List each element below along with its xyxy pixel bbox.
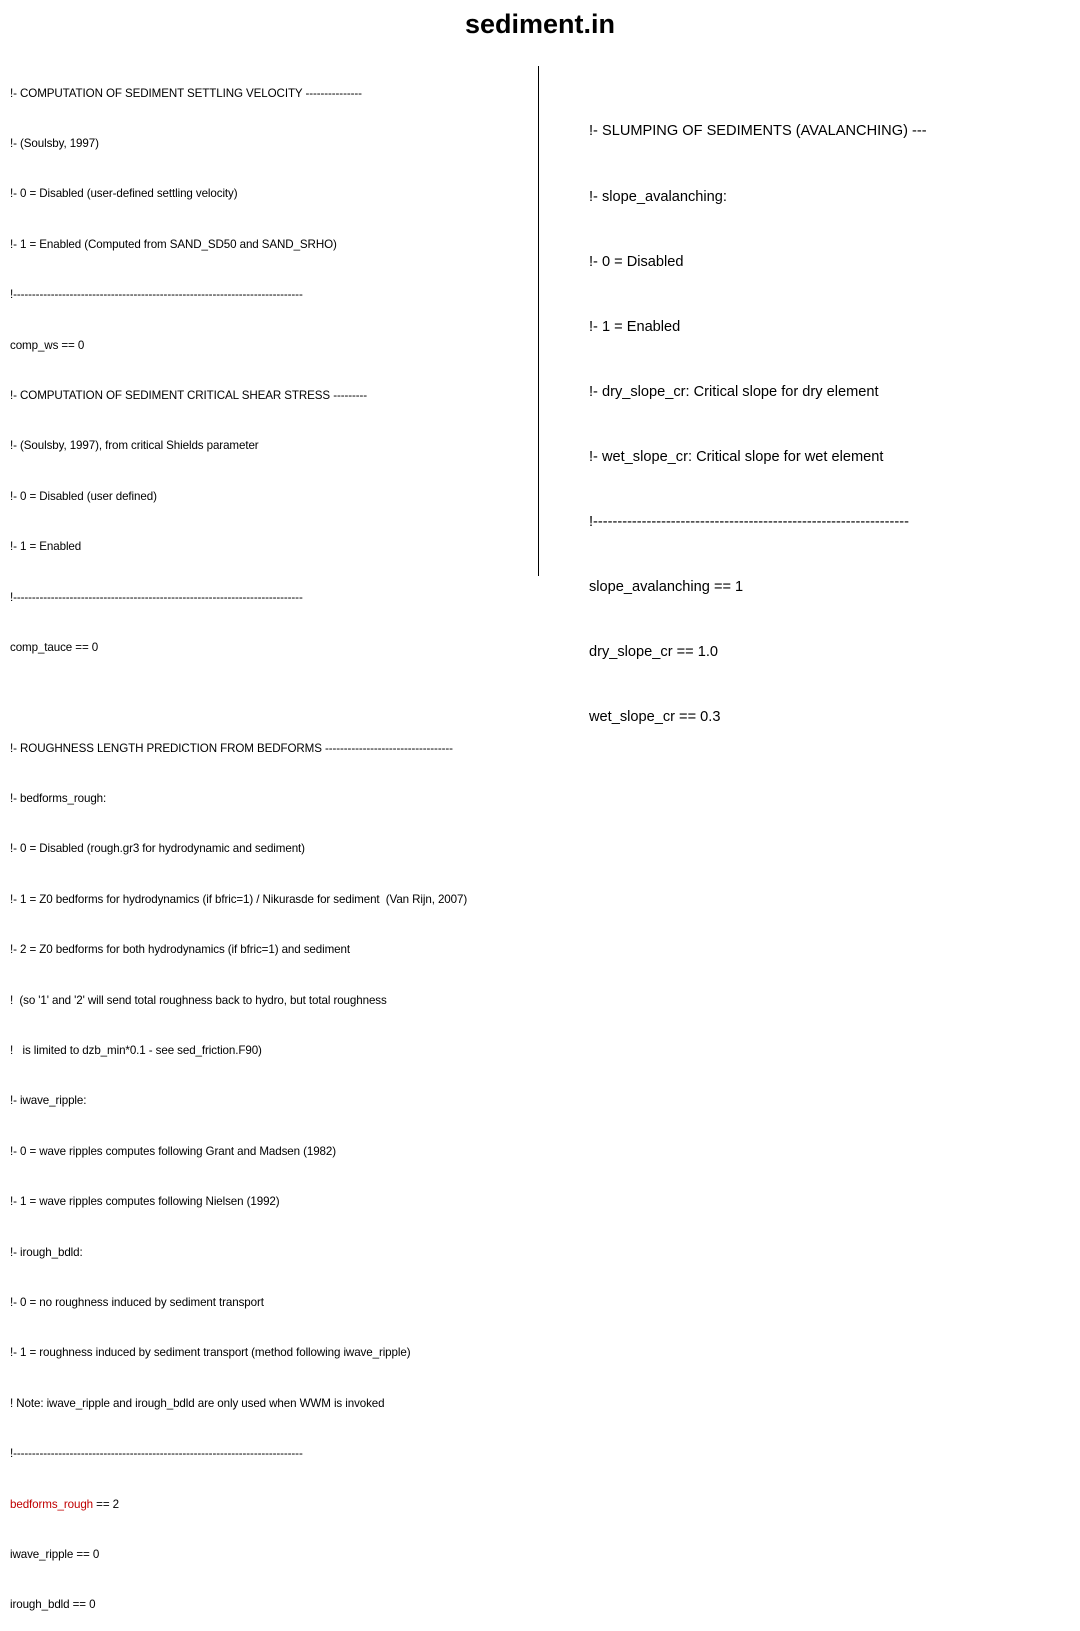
- code-line: [10, 690, 535, 707]
- code-line: !- COMPUTATION OF SEDIMENT SETTLING VELOCITY ---------------: [10, 86, 362, 100]
- slide-title: sediment.in: [464, 9, 616, 39]
- code-line: ! (so '1' and '2' will send total roughness back to hydro, but total roughness: [10, 993, 387, 1007]
- code-line: !-----------------------------------------------------------------------------: [10, 590, 303, 604]
- code-line: !-----------------------------------------------------------------------------: [10, 1447, 303, 1461]
- code-line: !- wet_slope_cr: Critical slope for wet element: [589, 448, 884, 465]
- code-line: ! Note: iwave_ripple and irough_bdld are only used when WWM is invoked: [10, 1396, 385, 1410]
- code-line: !- 2 = Z0 bedforms for both hydrodynamics (if bfric=1) and sediment: [10, 943, 350, 957]
- code-line: !- ROUGHNESS LENGTH PREDICTION FROM BEDFORMS ----------------------------------: [10, 741, 453, 755]
- code-line: !- 0 = wave ripples computes following Grant and Madsen (1982): [10, 1144, 337, 1158]
- code-line: slope_avalanching == 1: [589, 579, 744, 596]
- code-line: !- 0 = Disabled (rough.gr3 for hydrodynamic and sediment): [10, 842, 305, 856]
- code-line: !- irough_bdld:: [10, 1245, 83, 1259]
- code-line: irough_bdld == 0: [10, 1598, 96, 1612]
- code-value: == 2: [93, 1497, 119, 1511]
- code-line: ! is limited to dzb_min*0.1 - see sed_friction.F90): [10, 1044, 262, 1058]
- code-line: comp_ws == 0: [10, 338, 85, 352]
- code-line: !-----------------------------------------------------------------: [589, 513, 909, 530]
- code-line: !- 1 = Enabled (Computed from SAND_SD50 and SAND_SRHO): [10, 237, 337, 251]
- code-line-bedforms-rough: [10, 1497, 535, 1514]
- code-line: !- (Soulsby, 1997), from critical Shields parameter: [10, 439, 259, 453]
- code-line: !- 1 = Enabled: [589, 318, 681, 335]
- code-line: !- SLUMPING OF SEDIMENTS (AVALANCHING) ---: [589, 123, 927, 140]
- code-line: iwave_ripple == 0: [10, 1547, 100, 1561]
- code-line: !- 1 = Z0 bedforms for hydrodynamics (if bfric=1) / Nikurasde for sediment (Van Rijn, 2007): [10, 892, 468, 906]
- code-line: !- COMPUTATION OF SEDIMENT CRITICAL SHEAR STRESS ---------: [10, 388, 368, 402]
- code-line: dry_slope_cr == 1.0: [589, 644, 718, 661]
- code-line: !- bedforms_rough:: [10, 792, 107, 806]
- code-line: !- 0 = no roughness induced by sediment transport: [10, 1295, 264, 1309]
- code-line: wet_slope_cr == 0.3: [589, 709, 721, 726]
- code-line: comp_tauce == 0: [10, 640, 99, 654]
- code-line: !- dry_slope_cr: Critical slope for dry element: [589, 383, 879, 400]
- code-line: !- 0 = Disabled: [589, 253, 684, 270]
- column-divider: [538, 66, 539, 576]
- code-line: !- 1 = roughness induced by sediment transport (method following iwave_ripple): [10, 1346, 411, 1360]
- code-line: !- 0 = Disabled (user defined): [10, 489, 157, 503]
- highlighted-key: bedforms_rough: [10, 1497, 94, 1511]
- left-code-column: [10, 52, 535, 1631]
- code-line: !- slope_avalanching:: [589, 188, 727, 205]
- code-line: !- iwave_ripple:: [10, 1094, 87, 1108]
- code-line: !- 0 = Disabled (user-defined settling velocity): [10, 187, 238, 201]
- code-line: !- 1 = Enabled: [10, 540, 82, 554]
- right-code-column: [589, 78, 1069, 751]
- code-line: !- 1 = wave ripples computes following Nielsen (1992): [10, 1195, 280, 1209]
- code-line: !- (Soulsby, 1997): [10, 136, 99, 150]
- code-line: !-----------------------------------------------------------------------------: [10, 288, 303, 302]
